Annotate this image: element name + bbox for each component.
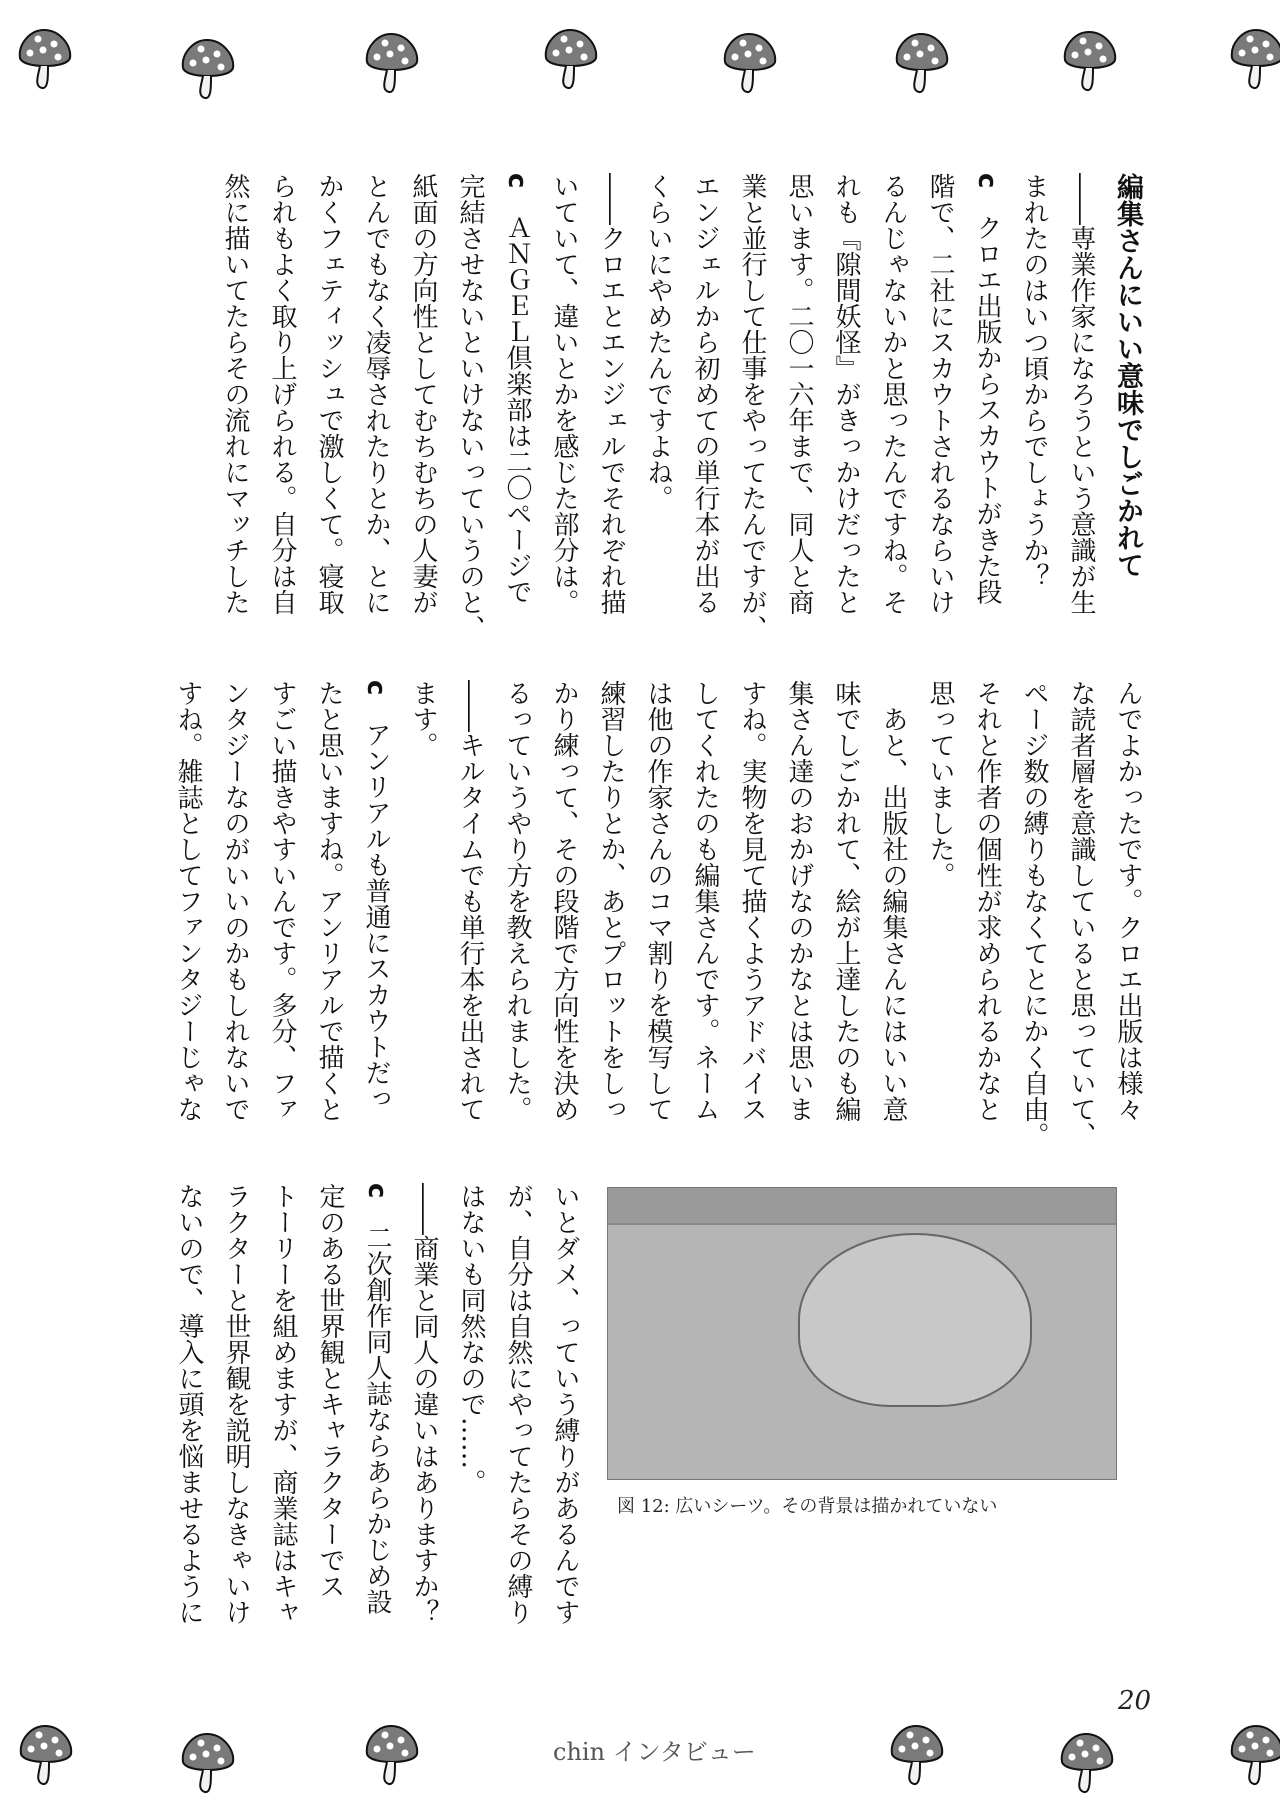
mushroom-icon	[1228, 26, 1280, 92]
column-text: くらいにやめたんですよね。	[643, 173, 673, 511]
text-column	[540, 173, 587, 623]
mushroom-icon	[888, 1722, 946, 1788]
text-column	[258, 680, 305, 1130]
column-text: はないも同然なので……。	[456, 1183, 486, 1495]
mushroom-icon	[1058, 1730, 1116, 1796]
mushroom-icon	[363, 30, 421, 96]
column-text: れも『隙間妖怪』がきっかけだったと	[831, 173, 861, 615]
column-text: 業と並行して仕事をやってたんですが、	[737, 173, 767, 641]
text-column	[447, 1183, 494, 1633]
text-column	[775, 173, 822, 623]
mushroom-icon	[721, 30, 779, 96]
text-column	[822, 680, 869, 1130]
text-column	[869, 680, 916, 1130]
column-text: るっていうやり方を教えられました。	[502, 680, 532, 1122]
text-column	[353, 1183, 400, 1633]
text-column	[306, 1183, 353, 1633]
text-column	[540, 680, 587, 1130]
column-text: あと、出版社の編集さんにはいい意	[878, 680, 908, 1122]
column-text: 紙面の方向性としてむちむちの人妻が	[408, 173, 438, 615]
text-column	[634, 173, 681, 623]
mushroom-icon	[893, 30, 951, 96]
column-text: ――キルタイムでも単行本を出されて	[455, 680, 485, 1122]
illustration-figure	[798, 1233, 1032, 1407]
text-column	[446, 680, 493, 1130]
column-text: 二次創作同人誌ならあらかじめ設	[362, 1198, 392, 1615]
running-footer-title: chin インタビュー	[553, 1738, 756, 1766]
column-text: ――専業作家になろうという意識が生	[1066, 173, 1096, 615]
mushroom-icon	[1228, 1722, 1280, 1788]
column-text: 思います。二〇一六年まで、同人と商	[784, 173, 814, 615]
mushroom-icon	[17, 1722, 75, 1788]
section-heading: 編集さんにいい意味でしごかれて	[1112, 173, 1143, 578]
text-column	[399, 173, 446, 623]
column-text: すごい描きやすいんです。多分、ファ	[267, 680, 297, 1122]
text-column	[822, 173, 869, 623]
column-text: ――クロエとエンジェルでそれぞれ描	[596, 173, 626, 615]
column-text: るんじゃないかと思ったんですね。そ	[878, 173, 908, 615]
speaker-label: c	[502, 173, 532, 189]
mushroom-icon	[363, 1722, 421, 1788]
mushroom-icon	[1061, 28, 1119, 94]
text-column	[869, 173, 916, 623]
column-text: すね。実物を見て描くようアドバイス	[737, 680, 767, 1122]
text-column	[493, 680, 540, 1130]
text-column	[352, 173, 399, 623]
column-text: ――商業と同人の違いはありますか？	[409, 1183, 439, 1625]
mushroom-icon	[179, 36, 237, 102]
column-text: ページ数の縛りもなくてとにかく自由。	[1019, 680, 1049, 1148]
text-column	[305, 680, 352, 1130]
column-text: まれたのはいつ頃からでしょうか？	[1019, 173, 1049, 589]
page-number: 20	[1118, 1686, 1152, 1716]
text-column	[587, 173, 634, 623]
column-text: な読者層を意識していると思っていて、	[1066, 680, 1096, 1148]
text-column	[400, 1183, 447, 1633]
text-column	[1010, 680, 1057, 1148]
column-text: たと思いますね。アンリアルで描くと	[314, 680, 344, 1122]
text-column	[634, 680, 681, 1130]
article-block-bottom	[165, 1183, 588, 1633]
column-text: ます。	[408, 680, 438, 758]
text-column	[446, 173, 493, 641]
column-text: とんでもなく凌辱されたりとか、とに	[361, 173, 391, 615]
column-text: アンリアルも普通にスカウトだっ	[361, 695, 391, 1112]
text-column	[164, 680, 211, 1130]
text-column	[1104, 680, 1151, 1130]
column-text: それと作者の個性が求められるかなと	[972, 680, 1002, 1122]
column-text: いていて、違いとかを感じた部分は。	[549, 173, 579, 615]
text-column	[681, 173, 728, 623]
text-column	[211, 173, 258, 623]
column-text: 練習したりとか、あとプロットをしっ	[596, 680, 626, 1122]
article-block-middle	[164, 680, 1151, 1148]
text-column	[493, 173, 540, 623]
text-column	[258, 173, 305, 623]
column-text: いとダメ、っていう縛りがあるんです	[550, 1183, 580, 1625]
column-text: ラクターと世界観を説明しなきゃいけ	[221, 1183, 251, 1625]
column-text: 階で、二社にスカウトされるならいけ	[925, 173, 955, 615]
column-text: 集さん達のおかげなのかなとは思いま	[784, 680, 814, 1122]
column-text: 然に描いてたらその流れにマッチした	[220, 173, 250, 615]
text-column	[1057, 680, 1104, 1148]
text-column	[494, 1183, 541, 1633]
text-column	[305, 173, 352, 623]
mushroom-icon	[179, 1730, 237, 1796]
text-column	[587, 680, 634, 1130]
column-text: は他の作家さんのコマ割りを模写して	[643, 680, 673, 1122]
text-column	[211, 680, 258, 1130]
column-text: かくフェティッシュで激しくて。寝取	[314, 173, 344, 615]
text-column	[1010, 173, 1057, 623]
column-text: が、自分は自然にやってたらその縛り	[503, 1183, 533, 1625]
column-text: られもよく取り上げられる。自分は自	[267, 173, 297, 615]
column-text: してくれたのも編集さんです。ネーム	[690, 680, 720, 1122]
text-column	[541, 1183, 588, 1633]
text-column	[728, 173, 775, 641]
article-block-top	[211, 173, 1151, 641]
column-text: すね。雑誌としてファンタジーじゃな	[173, 680, 203, 1122]
mushroom-icon	[16, 26, 74, 92]
column-text: 思っていました。	[925, 680, 955, 888]
speaker-label: c	[362, 1183, 392, 1199]
text-column	[352, 680, 399, 1130]
text-column	[728, 680, 775, 1130]
column-text: クロエ出版からスカウトがきた段	[972, 188, 1002, 605]
text-column	[259, 1183, 306, 1633]
text-column	[775, 680, 822, 1130]
column-text: エンジェルから初めての単行本が出る	[690, 173, 720, 615]
column-text: ないので、導入に頭を悩ませるように	[174, 1183, 204, 1625]
text-column	[681, 680, 728, 1130]
text-column	[212, 1183, 259, 1633]
mushroom-icon	[542, 26, 600, 92]
figure-caption: 図 12: 広いシーツ。その背景は描かれていない	[617, 1496, 998, 1517]
text-column	[963, 680, 1010, 1130]
text-column	[963, 173, 1010, 623]
speaker-label: c	[972, 173, 1002, 189]
text-column	[399, 680, 446, 1130]
column-text: んでよかったです。クロエ出版は様々	[1113, 680, 1143, 1122]
text-column	[916, 680, 963, 1130]
speaker-label: c	[361, 680, 391, 696]
text-column	[1057, 173, 1104, 623]
column-text: 味でしごかれて、絵が上達したのも編	[831, 680, 861, 1122]
column-text: かり練って、その段階で方向性を決め	[549, 680, 579, 1122]
column-text: トーリーを組めますが、商業誌はキャ	[268, 1183, 298, 1625]
column-text: 定のある世界観とキャラクターでス	[315, 1183, 345, 1599]
column-text: ＡＮＧＥＬ倶楽部は二〇ページで	[502, 188, 532, 605]
column-text: ンタジーなのがいいのかもしれないで	[220, 680, 250, 1122]
text-column	[916, 173, 963, 623]
figure-12-illustration	[607, 1187, 1117, 1480]
text-column	[165, 1183, 212, 1633]
column-text: 完結させないといけないっていうのと、	[455, 173, 485, 641]
